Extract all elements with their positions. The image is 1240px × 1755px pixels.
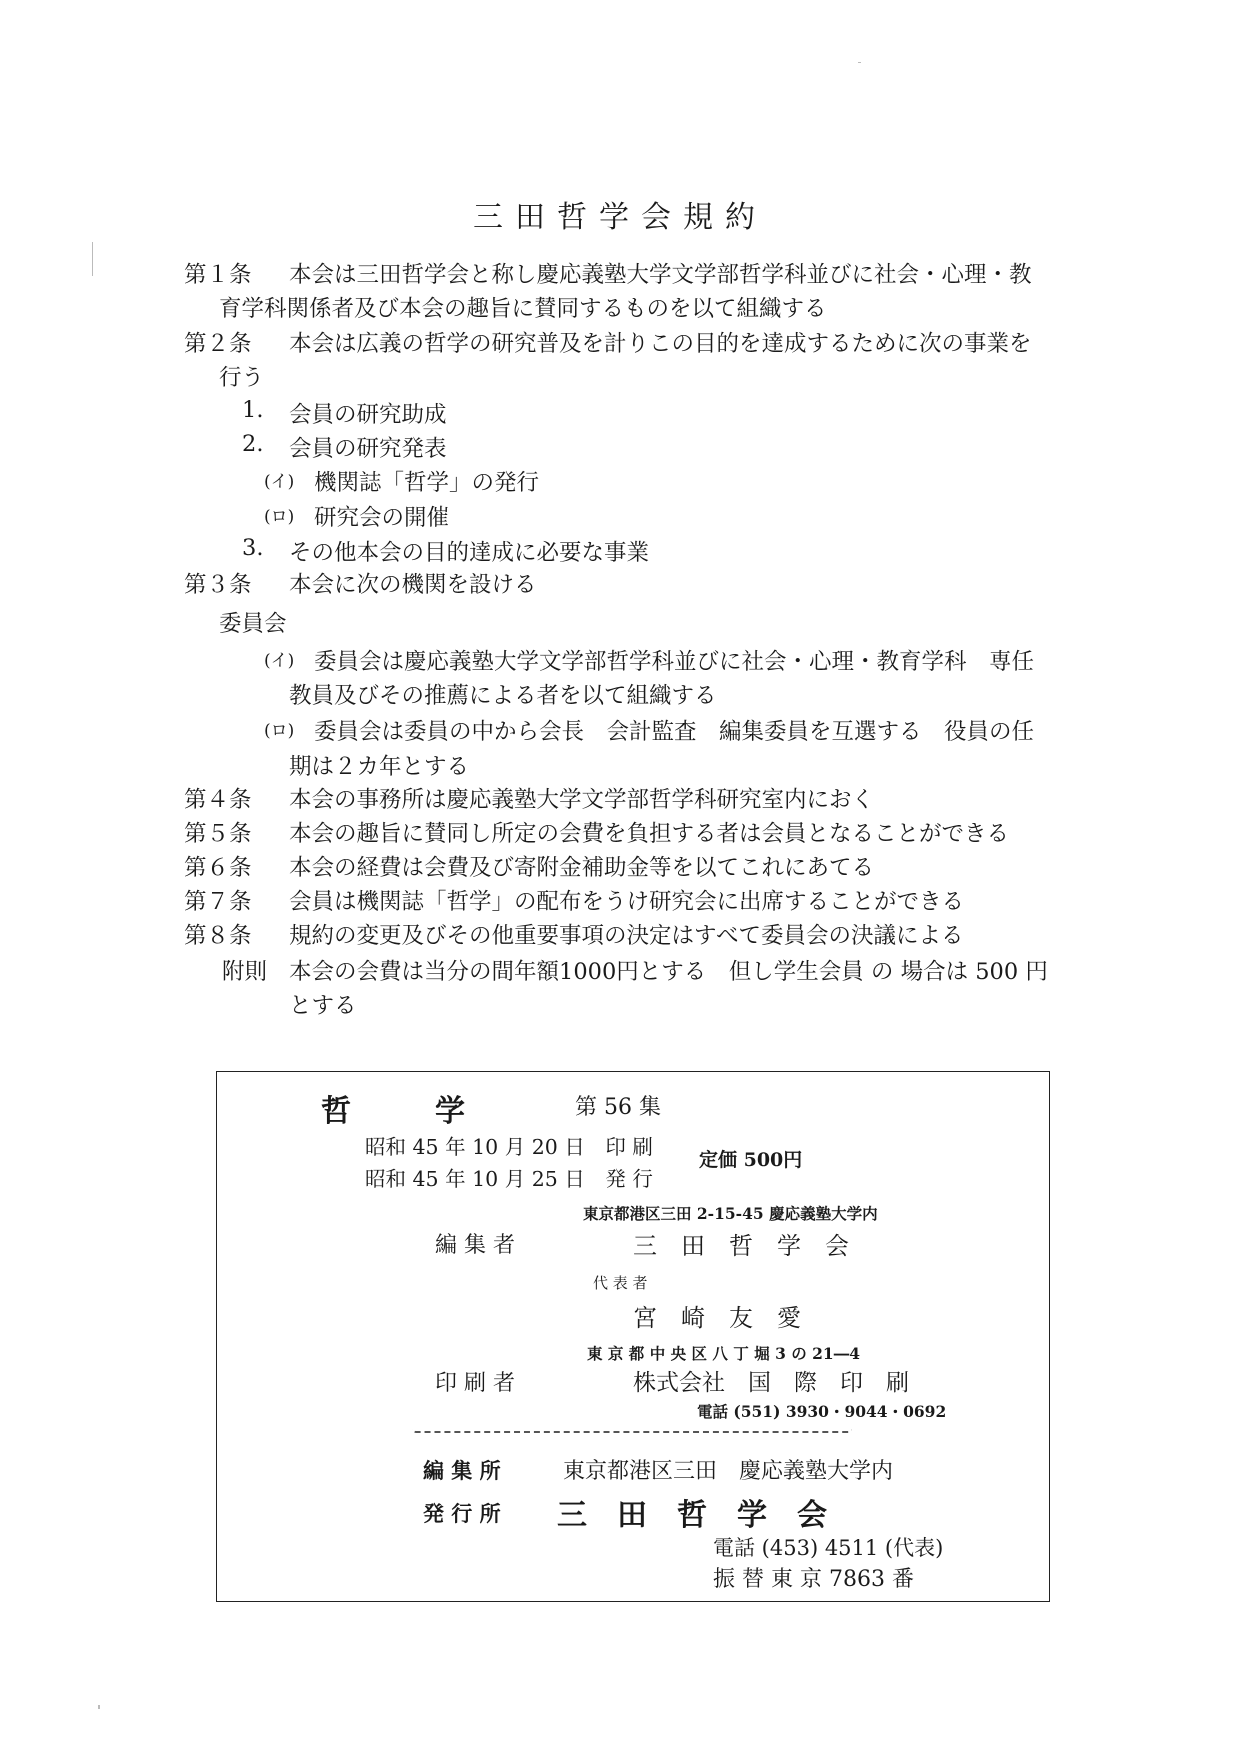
article-continuation: 育学科関係者及び本会の趣旨に賛同するものを以て組織する [219, 296, 827, 322]
publisher-name: 三 田 哲 学 会 [557, 1498, 827, 1533]
article-label: 附則 [222, 959, 268, 985]
article-text: 本会は広義の哲学の研究普及を計りこの目的を達成するために次の事業を [289, 331, 1032, 357]
publisher-account: 振 替 東 京 7863 番 [713, 1567, 914, 1592]
publisher-phone: 電話 (453) 4511 (代表) [713, 1536, 944, 1560]
article-label: 第３条 [184, 572, 252, 598]
article-label: 第８条 [184, 923, 252, 949]
article-text: 会員は機関誌「哲学」の配布をうけ研究会に出席することができる [289, 889, 965, 915]
editor-address: 東京都港区三田 2-15-45 慶応義塾大学内 [583, 1204, 878, 1223]
list-item: 会員の研究助成 [289, 402, 447, 428]
list-item-number: 2. [242, 431, 264, 457]
article-text: 本会の会費は当分の間年額1000円とする 但し学生会員 の 場合は 500 円 [289, 959, 1048, 985]
list-item-number: (イ) [264, 472, 295, 492]
price: 定価 500円 [699, 1149, 803, 1171]
article-text: 本会は三田哲学会と称し慶応義塾大学文学部哲学科並びに社会・心理・教 [289, 262, 1032, 288]
publish-date: 昭和 45 年 10 月 25 日 発 行 [365, 1167, 653, 1191]
list-item: 研究会の開催 [314, 505, 450, 531]
editorial-office-label: 編 集 所 [423, 1458, 501, 1483]
printer-phone: 電話 (551) 3930・9044・0692 [697, 1402, 947, 1421]
list-item-number: (ロ) [264, 507, 295, 527]
article-continuation: とする [289, 993, 357, 1019]
article-label: 第７条 [184, 889, 252, 915]
list-item-continuation: 教員及びその推薦による者を以て組織する [289, 683, 717, 709]
article-label: 第４条 [184, 787, 252, 813]
colophon-box [216, 1071, 1050, 1602]
article-text: 本会の趣旨に賛同し所定の会費を負担する者は会員となることができる [289, 821, 1010, 847]
scan-mark [98, 1705, 100, 1709]
editorial-office-address: 東京都港区三田 慶応義塾大学内 [563, 1459, 894, 1484]
article-text: 本会の事務所は慶応義塾大学文学部哲学科研究室内におく [289, 787, 875, 813]
list-item-continuation: 期は２カ年とする [289, 754, 470, 780]
list-item: 委員会は慶応義塾大学文学部哲学科並びに社会・心理・教育学科 専任 [314, 649, 1035, 675]
scan-mark [858, 62, 861, 63]
editor-name: 三 田 哲 学 会 [633, 1232, 849, 1260]
article-continuation: 行う [219, 365, 265, 391]
list-item: その他本会の目的達成に必要な事業 [289, 540, 650, 566]
article-label: 第１条 [184, 262, 252, 288]
representative-label: 代 表 者 [593, 1274, 648, 1292]
printer-address: 東 京 都 中 央 区 八 丁 堀 3 の 21―4 [587, 1344, 860, 1363]
wavy-divider [412, 1421, 852, 1433]
editor-label: 編 集 者 [435, 1233, 515, 1258]
list-item-number: 1. [242, 397, 264, 423]
printer-name: 株式会社 国 際 印 刷 [633, 1370, 909, 1396]
article-text: 本会に次の機関を設ける [289, 572, 537, 598]
list-item-number: (ロ) [264, 721, 295, 741]
representative-name: 宮 崎 友 愛 [633, 1304, 801, 1332]
list-item: 委員会は委員の中から会長 会計監査 編集委員を互選する 役員の任 [314, 719, 1035, 745]
list-item: 機関誌「哲学」の発行 [314, 470, 540, 496]
article-text: 本会の経費は会費及び寄附金補助金等を以てこれにあてる [289, 855, 875, 881]
page-title: 三田哲学会規約 [473, 200, 767, 235]
list-item-number: 3. [242, 535, 264, 561]
journal-name: 哲 学 [321, 1094, 473, 1129]
article-label: 第２条 [184, 331, 252, 357]
print-date: 昭和 45 年 10 月 20 日 印 刷 [365, 1135, 653, 1159]
list-item: 会員の研究発表 [289, 436, 447, 462]
printer-label: 印 刷 者 [435, 1371, 515, 1396]
article-label: 第５条 [184, 821, 252, 847]
volume-number: 第 56 集 [575, 1095, 661, 1120]
section-heading: 委員会 [219, 611, 287, 637]
publisher-label: 発 行 所 [423, 1501, 501, 1526]
article-label: 第６条 [184, 855, 252, 881]
article-text: 規約の変更及びその他重要事項の決定はすべて委員会の決議による [289, 923, 964, 949]
list-item-number: (イ) [264, 651, 295, 671]
scan-mark [92, 242, 93, 276]
